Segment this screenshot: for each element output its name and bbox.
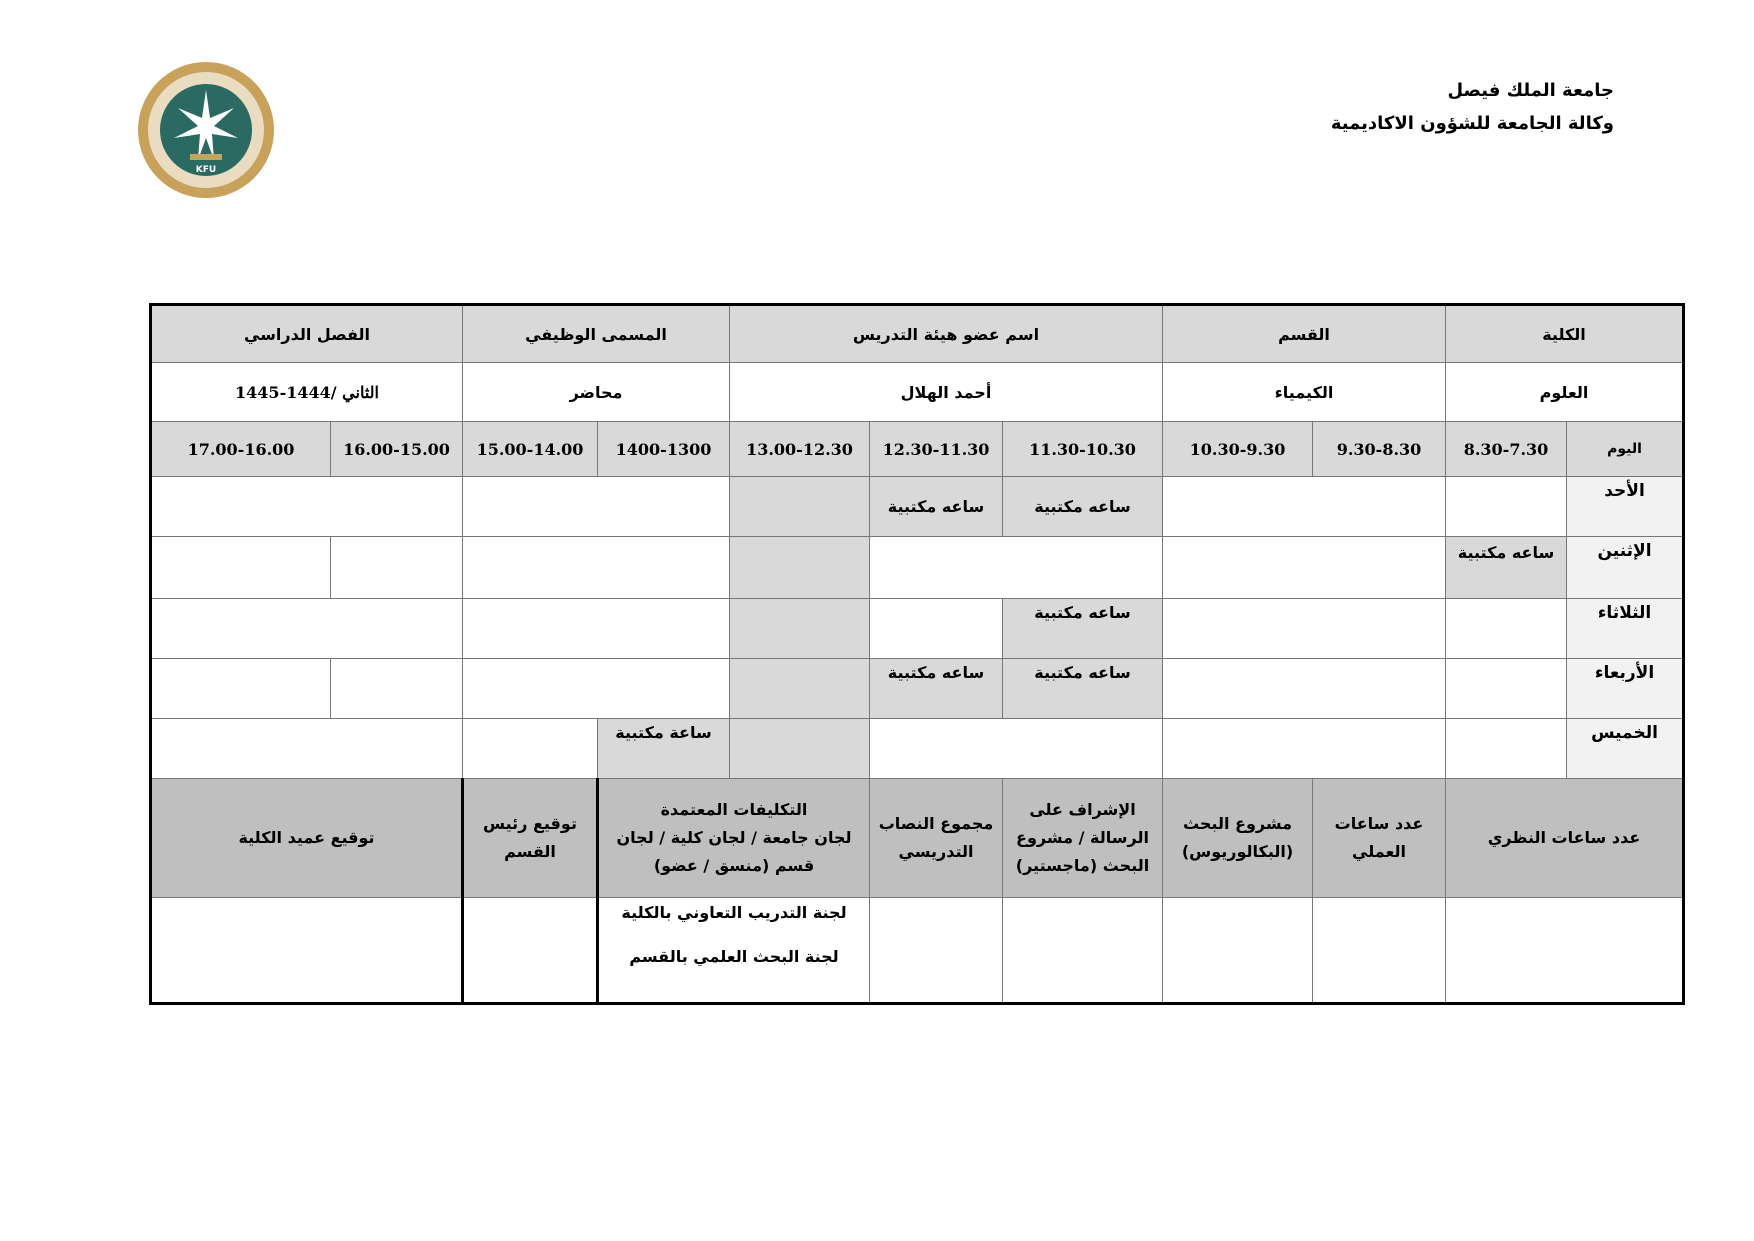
office-hour-cell: ساعه مكتبية (870, 477, 1003, 537)
college-value: العلوم (1446, 363, 1684, 422)
teaching-load-value (870, 898, 1003, 1004)
day-wednesday: الأربعاء (1567, 659, 1684, 719)
slot-cell (870, 599, 1003, 659)
slot-cell (331, 537, 463, 599)
slot-cell (1163, 659, 1446, 719)
assignment-item: لجنة التدريب التعاوني بالكلية (621, 903, 847, 922)
slot-cell (1163, 719, 1446, 779)
theory-hours-value (1446, 898, 1684, 1004)
slot-cell (331, 659, 463, 719)
research-project-value (1163, 898, 1313, 1004)
slot-cell (1446, 477, 1567, 537)
university-logo (134, 60, 278, 200)
slot-cell (1446, 659, 1567, 719)
slot-cell (151, 599, 463, 659)
slot-cell (1446, 719, 1567, 779)
slot-cell (1163, 537, 1446, 599)
assignments-value (598, 898, 870, 1004)
semester-label: الفصل الدراسي (151, 305, 463, 363)
research-project-label: مشروع البحث (البكالوريوس) (1163, 779, 1313, 898)
time-slot: 1400-1300 (598, 422, 730, 477)
job-title-value: محاضر (463, 363, 730, 422)
slot-cell (463, 659, 730, 719)
assignments-title: التكليفات المعتمدة (660, 800, 808, 819)
job-title-label: المسمى الوظيفي (463, 305, 730, 363)
break-cell (730, 599, 870, 659)
slot-cell (1446, 599, 1567, 659)
schedule-table (149, 303, 1685, 1005)
day-sunday: الأحد (1567, 477, 1684, 537)
slot-cell (870, 719, 1163, 779)
day-tuesday: الثلاثاء (1567, 599, 1684, 659)
department-value: الكيمياء (1163, 363, 1446, 422)
slot-cell (1163, 477, 1446, 537)
time-slot: 8.30-7.30 (1446, 422, 1567, 477)
slot-cell (463, 719, 598, 779)
office-hour-cell: ساعه مكتبية (1003, 477, 1163, 537)
office-hour-cell: ساعه مكتبية (1003, 659, 1163, 719)
slot-cell (463, 477, 730, 537)
time-slot: 15.00-14.00 (463, 422, 598, 477)
slot-cell (1163, 599, 1446, 659)
slot-cell (463, 537, 730, 599)
agency-name: وكالة الجامعة للشؤون الاكاديمية (1330, 113, 1614, 134)
slot-cell (151, 719, 463, 779)
svg-text:KFU: KFU (195, 165, 217, 175)
office-hour-cell: ساعه مكتبية (1446, 537, 1567, 599)
break-cell (730, 477, 870, 537)
college-label: الكلية (1446, 305, 1684, 363)
time-slot: 11.30-10.30 (1003, 422, 1163, 477)
break-cell (730, 719, 870, 779)
break-cell (730, 659, 870, 719)
day-thursday: الخميس (1567, 719, 1684, 779)
header-block (1331, 74, 1614, 140)
assignments-subtitle: لجان جامعة / لجان كلية / لجان قسم (منسق / عضو) (616, 828, 852, 875)
slot-cell (463, 599, 730, 659)
practical-hours-value (1313, 898, 1446, 1004)
faculty-name-label: اسم عضو هيئة التدريس (730, 305, 1163, 363)
time-slot: 12.30-11.30 (870, 422, 1003, 477)
dept-head-signature-value (463, 898, 598, 1004)
slot-cell (870, 537, 1163, 599)
time-slot: 16.00-15.00 (331, 422, 463, 477)
slot-cell (151, 477, 463, 537)
supervision-value (1003, 898, 1163, 1004)
office-hour-cell: ساعه مكتبية (1003, 599, 1163, 659)
assignments-label (598, 779, 870, 898)
time-slot: 10.30-9.30 (1163, 422, 1313, 477)
department-label: القسم (1163, 305, 1446, 363)
slot-cell (151, 659, 331, 719)
office-hour-cell: ساعه مكتبية (870, 659, 1003, 719)
supervision-label: الإشراف على الرسالة / مشروع البحث (ماجستير) (1003, 779, 1163, 898)
theory-hours-label: عدد ساعات النظري (1446, 779, 1684, 898)
dept-head-signature-label: توقيع رئيس القسم (463, 779, 598, 898)
dean-signature-label: توقيع عميد الكلية (151, 779, 463, 898)
dean-signature-value (151, 898, 463, 1004)
teaching-load-label: مجموع النصاب التدريسي (870, 779, 1003, 898)
practical-hours-label: عدد ساعات العملي (1313, 779, 1446, 898)
faculty-name-value: أحمد الهلال (730, 363, 1163, 422)
assignment-item: لجنة البحث العلمي بالقسم (629, 947, 839, 966)
day-monday: الإثنين (1567, 537, 1684, 599)
break-cell (730, 537, 870, 599)
time-slot: 17.00-16.00 (151, 422, 331, 477)
time-slot: 13.00-12.30 (730, 422, 870, 477)
day-column-header: اليوم (1567, 422, 1684, 477)
slot-cell (151, 537, 331, 599)
semester-value: الثاني /1444-1445 (151, 363, 463, 422)
time-slot: 9.30-8.30 (1313, 422, 1446, 477)
office-hour-cell: ساعة مكتبية (598, 719, 730, 779)
university-name: جامعة الملك فيصل (1447, 80, 1614, 101)
